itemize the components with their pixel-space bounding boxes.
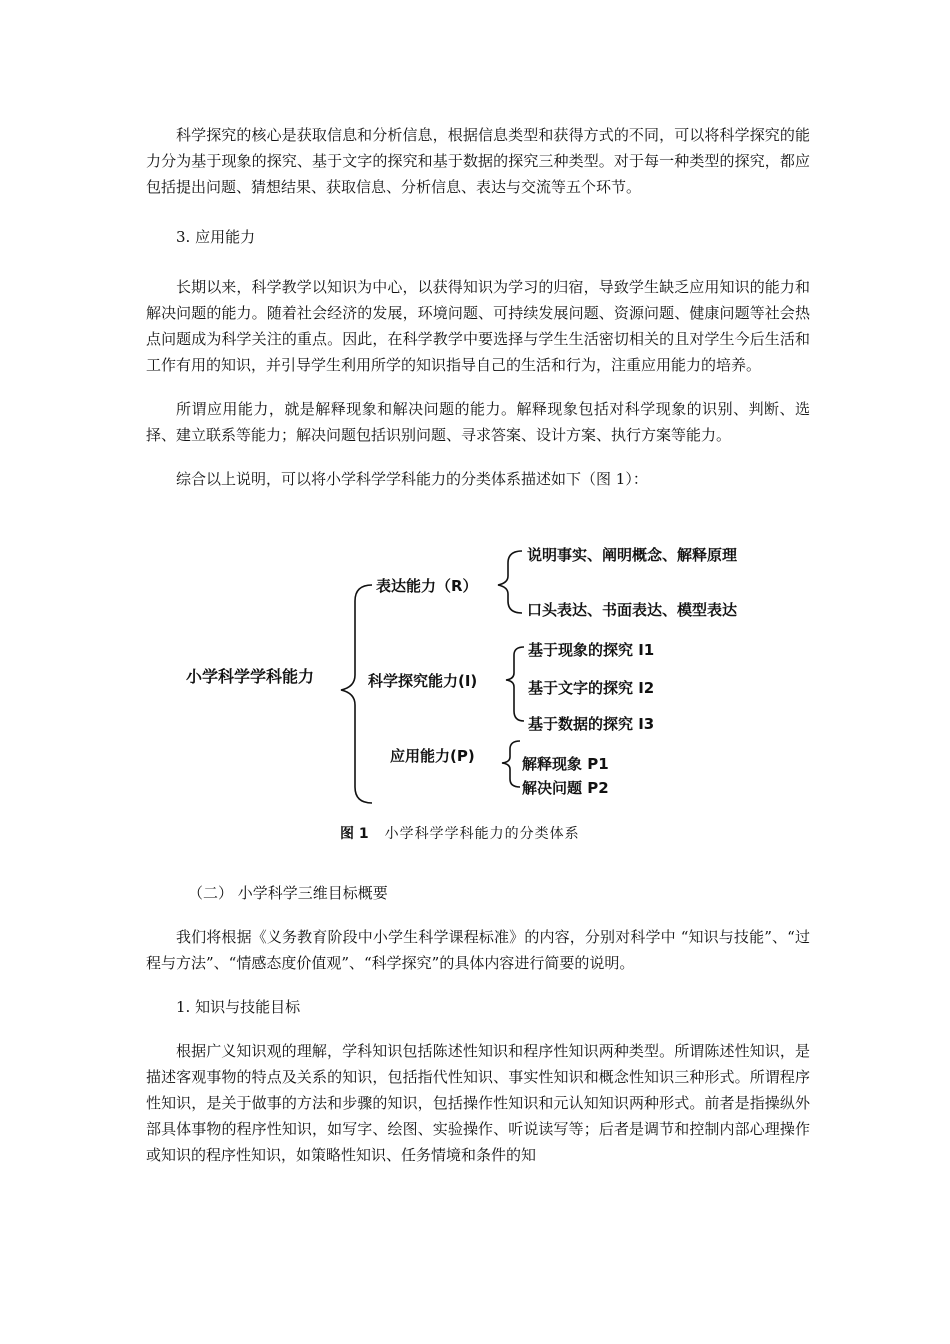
leaf-expression-1: 说明事实、阐明概念、解释原理 (527, 546, 738, 564)
figure-caption (340, 823, 580, 843)
paragraph-application-background: 长期以来，科学教学以知识为中心，以获得知识为学习的归宿，导致学生缺乏应用知识的能力和解决问题的能力。随着社会经济的发展，环境问题、可持续发展问题、资源问题、健康问题等社会热点问题成为科学关注的重点。因此，在科学教学中要选择与学生生活密切相关的且对学生今后生活和工作有用的知识，并引导学生利用所学的知识指导自己的生活和行为，注重应用能力的培养。 (146, 278, 810, 374)
heading-application-ability: 3. 应用能力 (176, 228, 256, 246)
leaf-inquiry-2: 基于文字的探究 I2 (528, 679, 655, 697)
branch-expression: 表达能力（R） (376, 577, 478, 595)
caption-text: 小学科学学科能力的分类体系 (384, 826, 580, 842)
paragraph-standards: 我们将根据《义务教育阶段中小学生科学课程标准》的内容，分别对科学中 “知识与技能”、“过程与方法”、“情感态度价值观”、“科学探究”的具体内容进行简要的说明。 (146, 928, 810, 972)
brace-application (502, 741, 520, 787)
document-page-lower (146, 880, 810, 1168)
heading-section-2: （二） 小学科学三维目标概要 (188, 884, 388, 902)
ability-classification-figure (0, 535, 950, 845)
paragraph-summary: 综合以上说明，可以将小学科学学科能力的分类体系描述如下（图 1）： (176, 470, 648, 488)
paragraph-knowledge-types: 根据广义知识观的理解，学科知识包括陈述性知识和程序性知识两种类型。所谓陈述性知识，是描述客观事物的特点及关系的知识，包括指代性知识、事实性知识和概念性知识三种形式。所谓程序性知识，是关于做事的方法和步骤的知识，包括操作性知识和元认知知识两种形式。前者是指操纵外部具体事物的程序性知识，如写字、绘图、实验操作、听说读写等；后者是调节和控制内部心理操作或知识的程序性知识，如策略性知识、任务情境和条件的知 (146, 1042, 810, 1164)
branch-application: 应用能力(P) (390, 747, 475, 765)
leaf-inquiry-1: 基于现象的探究 I1 (528, 641, 655, 659)
leaf-application-2: 解决问题 P2 (522, 779, 609, 797)
paragraph-application-definition: 所谓应用能力，就是解释现象和解决问题的能力。解释现象包括对科学现象的识别、判断、选择、建立联系等能力；解决问题包括识别问题、寻求答案、设计方案、执行方案等能力。 (146, 400, 810, 444)
root-node: 小学科学学科能力 (186, 667, 315, 686)
caption-label: 图 1 (340, 826, 369, 842)
main-brace (341, 585, 372, 803)
brace-inquiry (506, 647, 524, 721)
leaf-inquiry-3: 基于数据的探究 I3 (528, 715, 655, 733)
document-page (146, 122, 810, 492)
heading-knowledge-skills: 1. 知识与技能目标 (176, 998, 301, 1016)
branch-inquiry: 科学探究能力(I) (368, 672, 478, 690)
leaf-application-1: 解释现象 P1 (522, 755, 609, 773)
leaf-expression-2: 口头表达、书面表达、模型表达 (527, 601, 738, 619)
paragraph-inquiry: 科学探究的核心是获取信息和分析信息，根据信息类型和获得方式的不同，可以将科学探究的能力分为基于现象的探究、基于文字的探究和基于数据的探究三种类型。对于每一种类型的探究，都应包括提出问题、猜想结果、获取信息、分析信息、表达与交流等五个环节。 (146, 126, 810, 196)
brace-expression (498, 551, 522, 613)
